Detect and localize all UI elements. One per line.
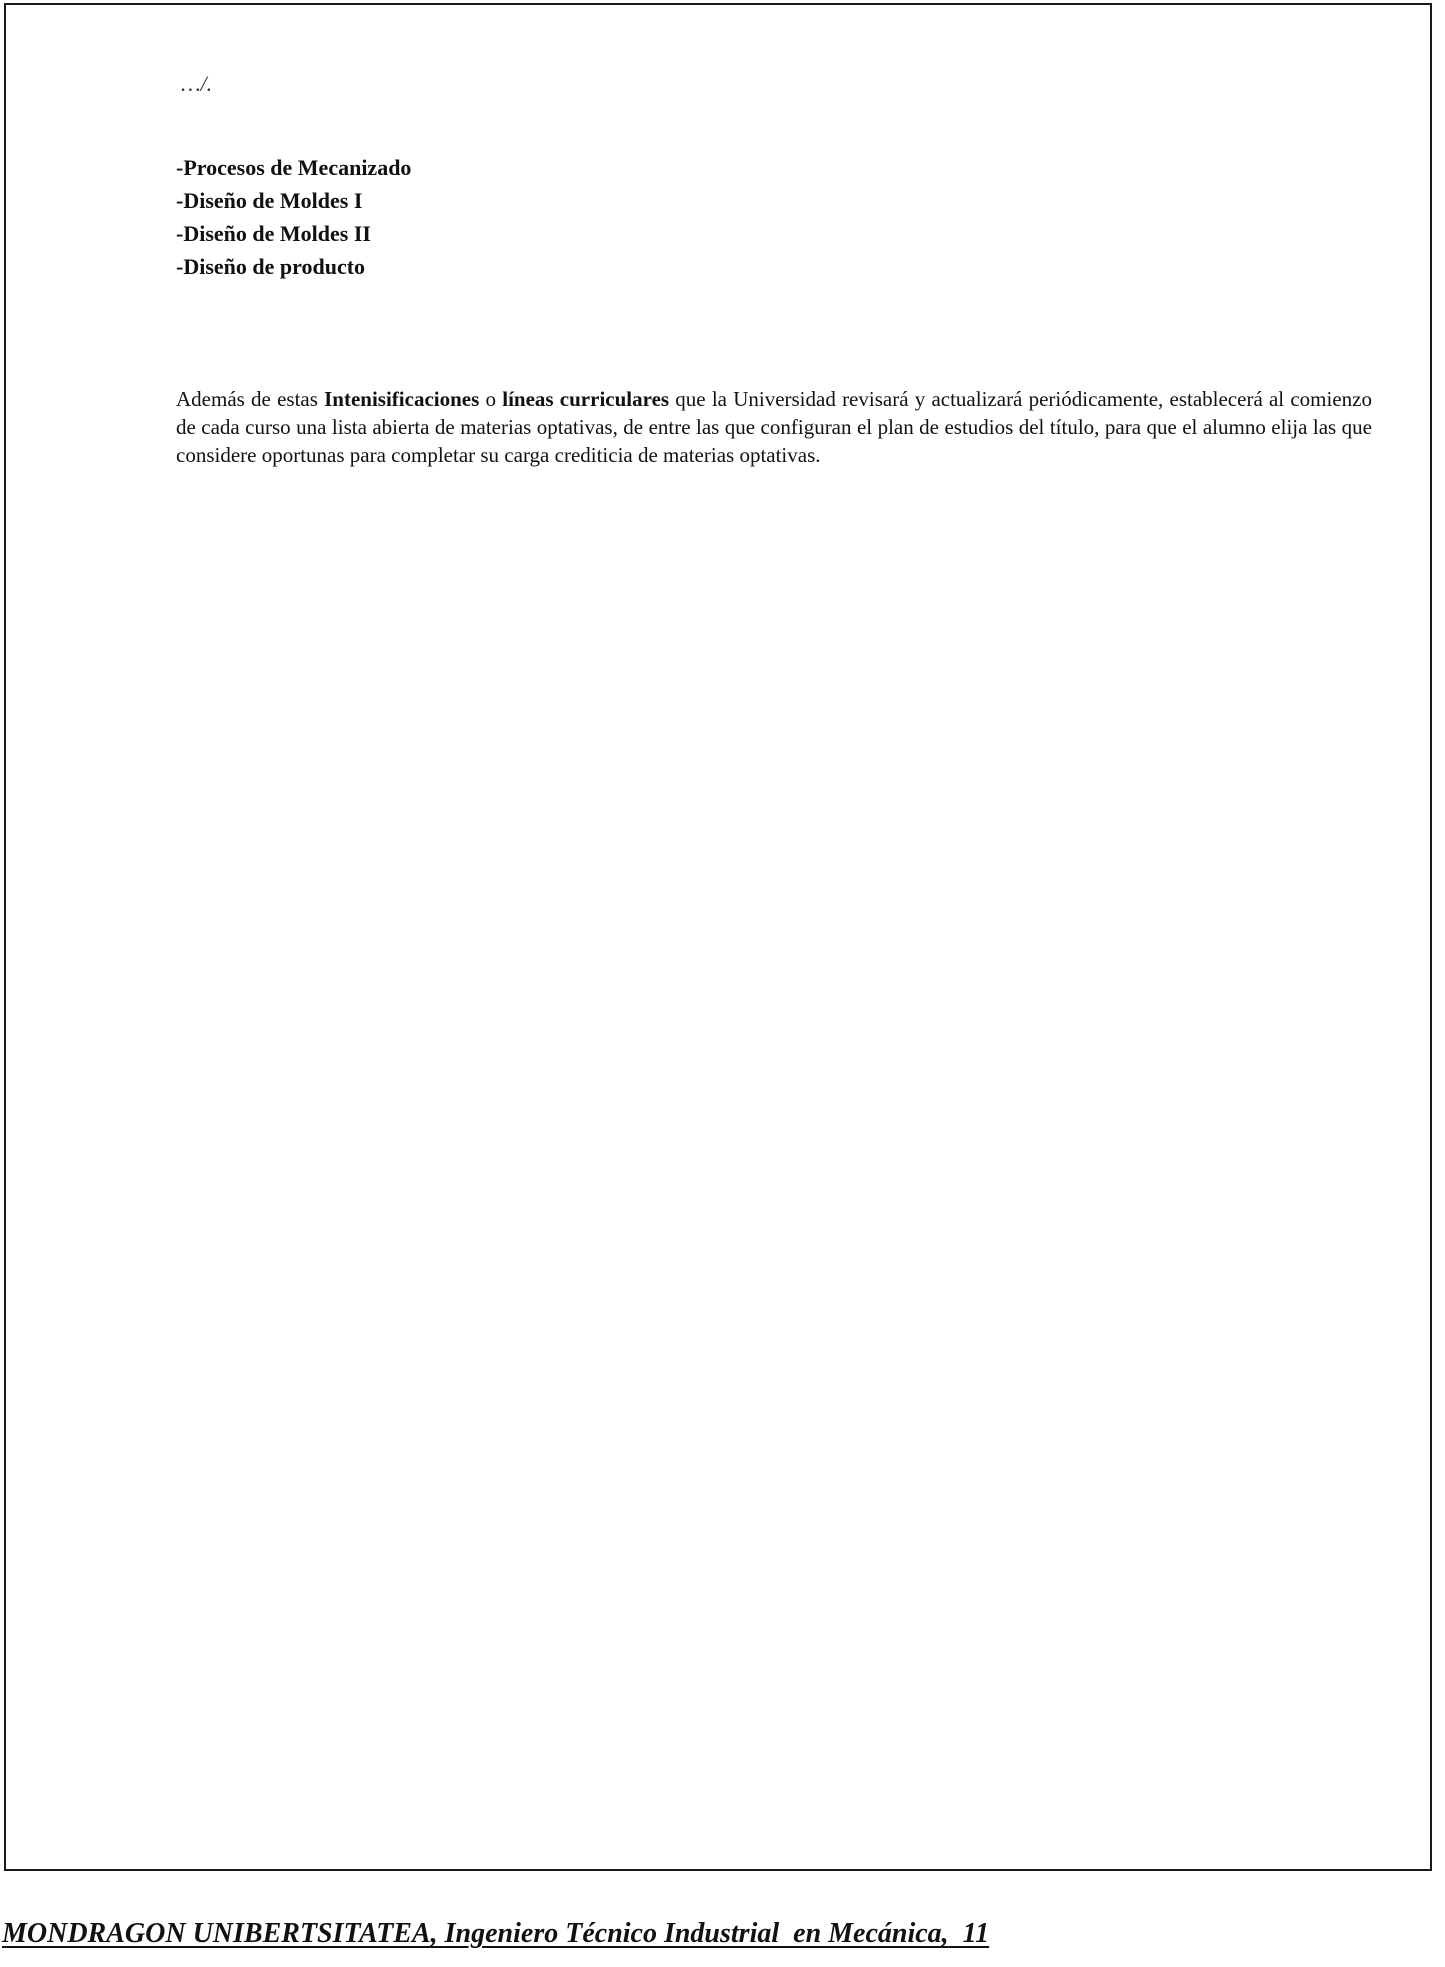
subject-list bbox=[176, 151, 411, 283]
continuation-mark: …/. bbox=[181, 71, 213, 96]
paragraph-text: Además de estas bbox=[176, 387, 325, 411]
paragraph-bold-term: líneas curriculares bbox=[502, 387, 670, 411]
page-border bbox=[4, 3, 1432, 1871]
paragraph-bold-term: Intenisificaciones bbox=[324, 387, 480, 411]
subject-item: -Diseño de producto bbox=[176, 254, 366, 279]
footer-degree: Ingeniero Técnico Industrial en Mecánica, bbox=[444, 1918, 949, 1949]
body-paragraph bbox=[176, 385, 1372, 469]
paragraph-text: que la Universidad revisará y actualizará periódicamente, establecerá al comienzo de cada curso una lista abierta de materias optativas, de entre las que configuran el plan de estudios del título, para que el alumno elija las que considere oportunas para completar su carga crediticia de materias optativas. bbox=[176, 387, 1372, 467]
page-footer: MONDRAGON UNIBERTSITATEA, Ingeniero Técnico Industrial en Mecánica, 11 bbox=[2, 1918, 990, 1949]
subject-item: -Procesos de Mecanizado bbox=[176, 155, 412, 180]
paragraph-text: o bbox=[479, 387, 503, 411]
footer-institution: MONDRAGON UNIBERTSITATEA bbox=[2, 1918, 431, 1949]
subject-item: -Diseño de Moldes I bbox=[176, 188, 363, 213]
subject-item: -Diseño de Moldes II bbox=[176, 221, 371, 246]
footer-page-number: 11 bbox=[962, 1918, 990, 1949]
